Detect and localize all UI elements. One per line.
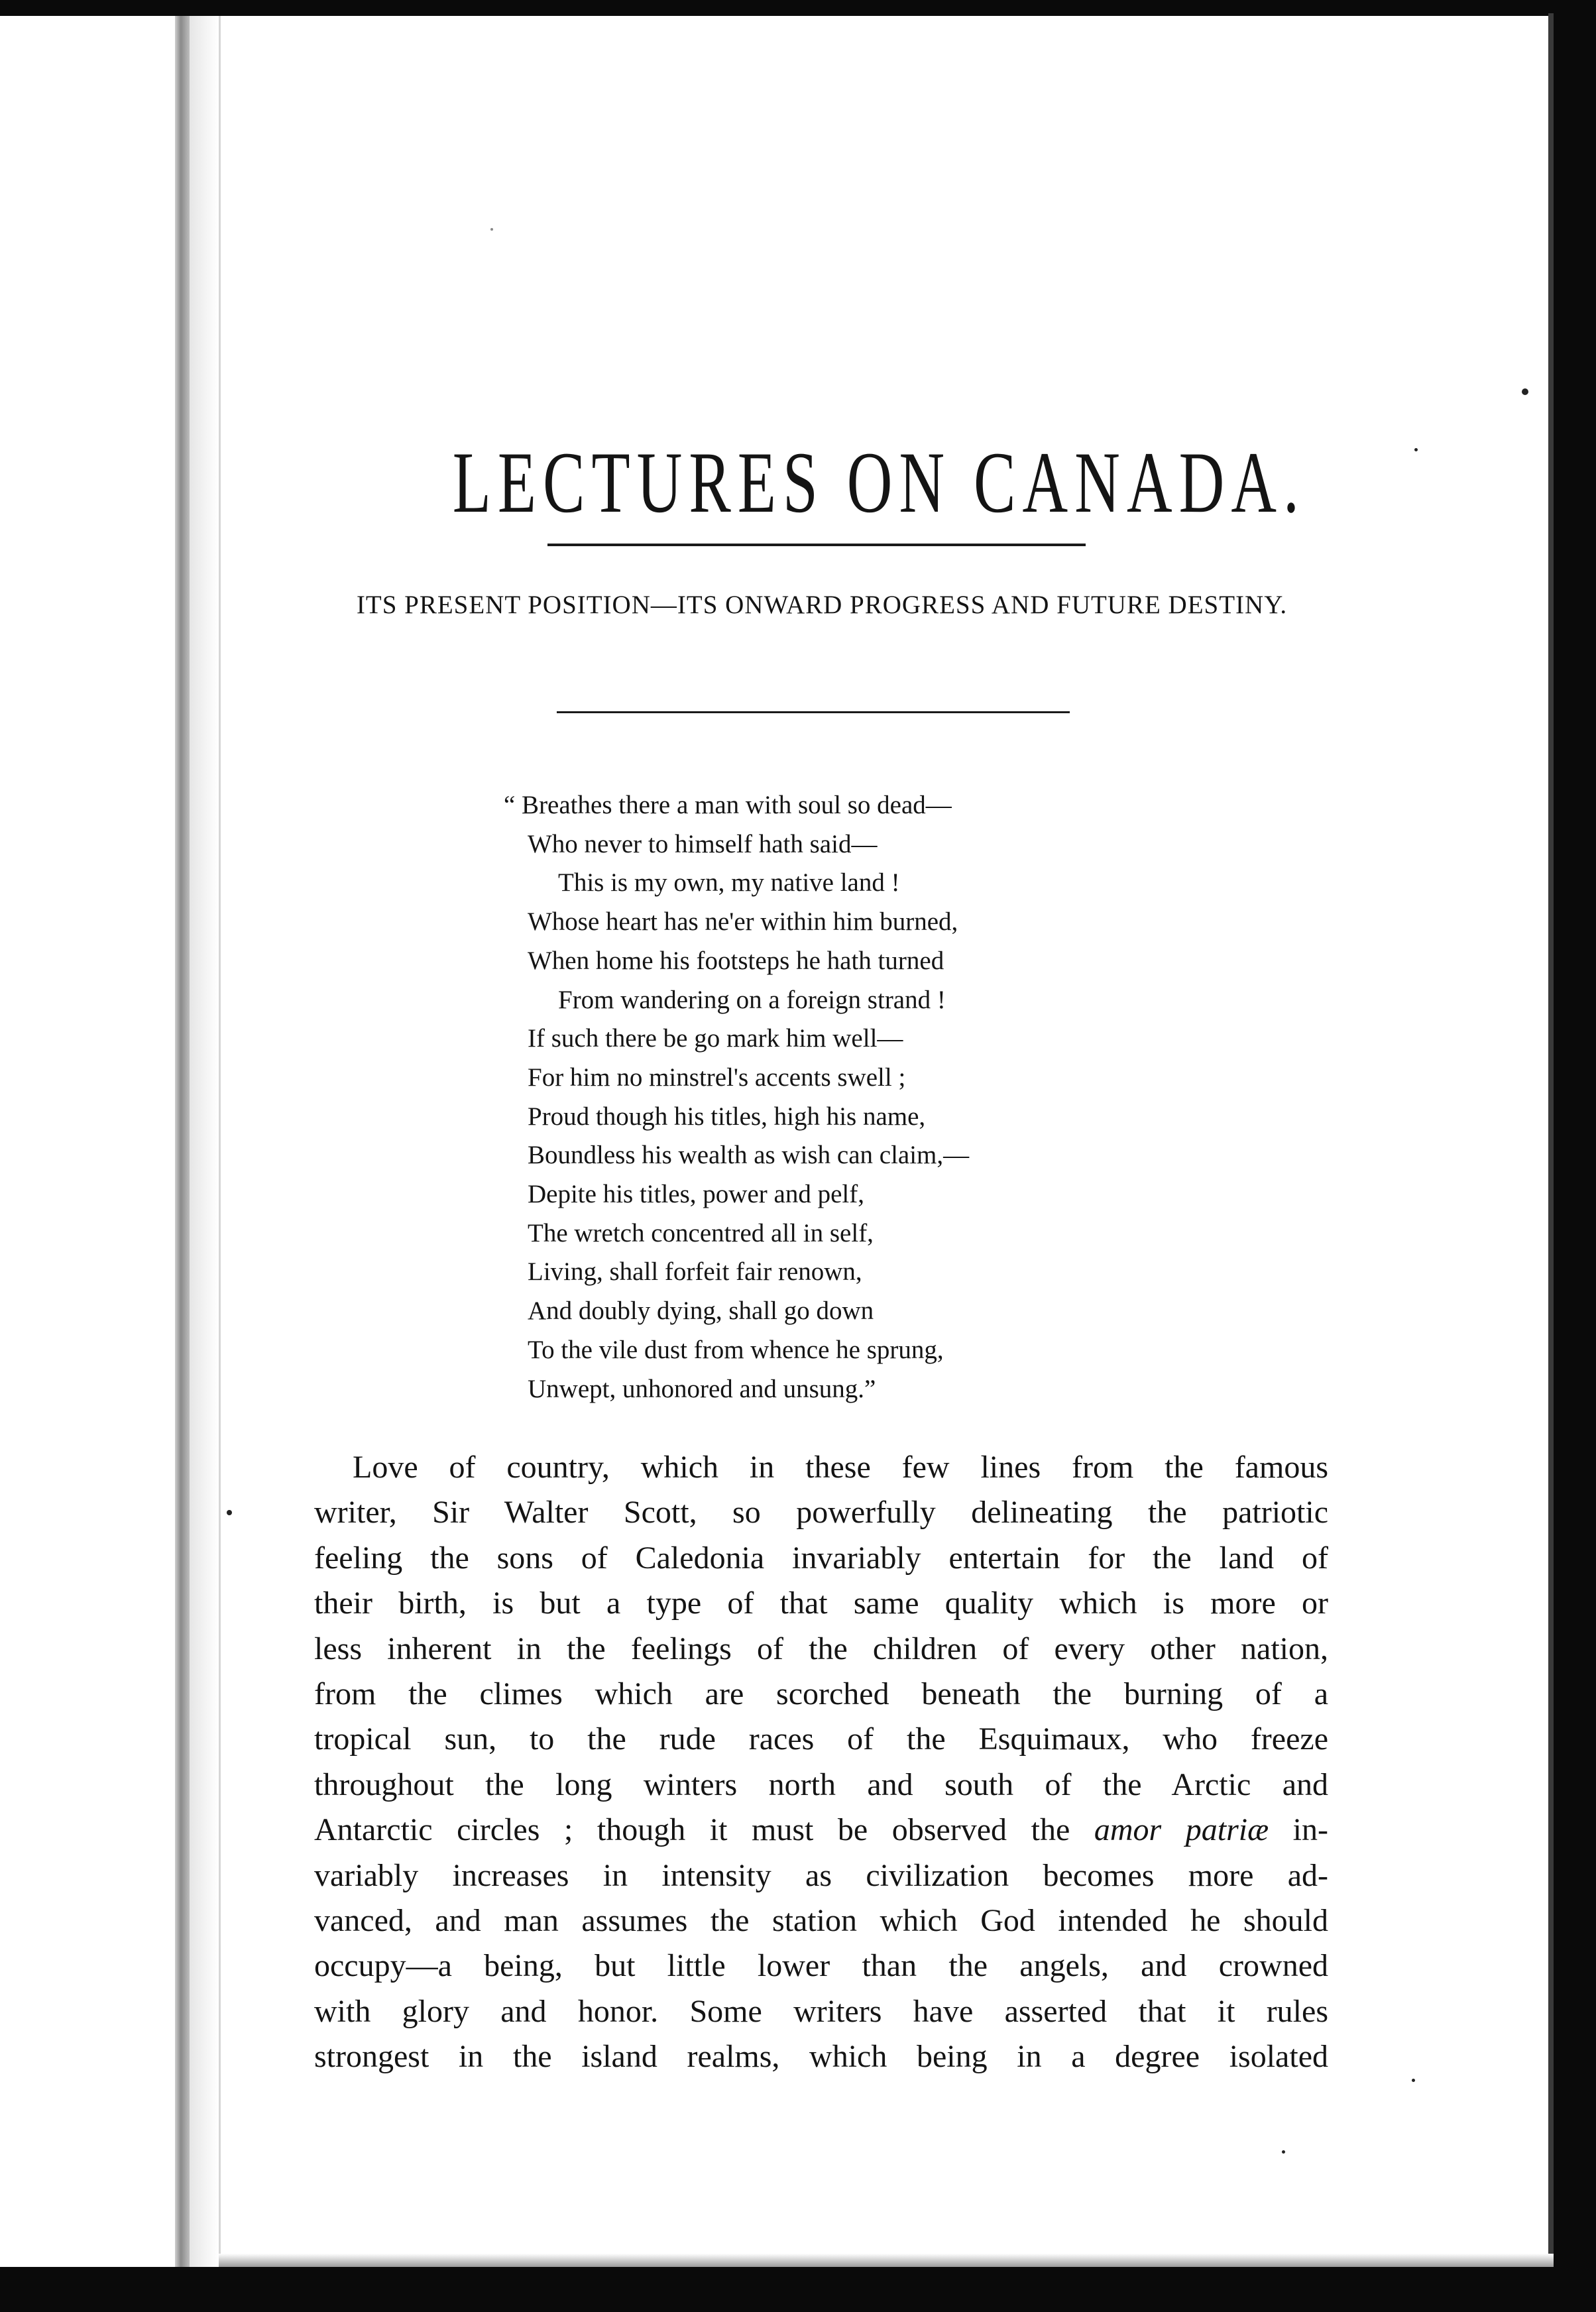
scan-speck — [1522, 388, 1528, 395]
paragraph-line: less inherent in the feelings of the children of every other nation, — [314, 1631, 1328, 1666]
poem-line: Living, shall forfeit fair renown, — [528, 1257, 862, 1287]
poem-line: For him no minstrel's accents swell ; — [528, 1063, 906, 1092]
poem-line: From wandering on a foreign strand ! — [558, 985, 946, 1014]
paragraph-line: throughout the long winters north and south of the Arctic and — [314, 1766, 1328, 1802]
poem-line: When home his footsteps he hath turned — [528, 946, 944, 975]
body-paragraph — [314, 1445, 1328, 2080]
poem-line: This is my own, my native land ! — [558, 868, 900, 897]
poem-quotation — [504, 786, 1167, 1409]
page-title: LECTURES ON CANADA. — [452, 434, 1306, 532]
paragraph-line: from the climes which are scorched beneath the burning of a — [314, 1676, 1328, 1712]
paragraph-line: their birth, is but a type of that same quality which is more or — [314, 1586, 1328, 1621]
paragraph-line: tropical sun, to the rude races of the Esquimaux, who freeze — [314, 1721, 1328, 1757]
latin-phrase: amor patriæ — [1094, 1812, 1269, 1848]
subtitle-rule — [557, 711, 1070, 713]
line-text: in- — [1269, 1812, 1328, 1848]
poem-line: Unwept, unhonored and unsung.” — [528, 1374, 876, 1403]
paragraph-line: vanced, and man assumes the station which God intended he should — [314, 1903, 1328, 1939]
poem-line: “ Breathes there a man with soul so dead— — [504, 791, 952, 819]
line-text: Antarctic circles ; though it must be observed the — [314, 1812, 1094, 1848]
scan-speck — [1282, 2150, 1285, 2154]
poem-line: Proud though his titles, high his name, — [528, 1102, 926, 1131]
page-subtitle: ITS PRESENT POSITION—ITS ONWARD PROGRESS AND FUTURE DESTINY. — [356, 591, 1288, 619]
poem-line: Depite his titles, power and pelf, — [528, 1180, 864, 1209]
poem-line: Who never to himself hath said— — [528, 829, 878, 858]
poem-line: To the vile dust from whence he sprung, — [528, 1335, 944, 1364]
scan-speck — [1414, 448, 1418, 451]
poem-line: Boundless his wealth as wish can claim,— — [528, 1141, 970, 1170]
paragraph-line: Love of country, which in these few lines from the famous — [353, 1450, 1328, 1485]
scan-speck — [1412, 2079, 1415, 2082]
paragraph-line: writer, Sir Walter Scott, so powerfully delineating the patriotic — [314, 1495, 1328, 1531]
scan-speck — [227, 1510, 232, 1515]
poem-line: The wretch concentred all in self, — [528, 1218, 874, 1247]
poem-line: And doubly dying, shall go down — [528, 1297, 874, 1326]
paragraph-line: variably increases in intensity as civilization becomes more ad- — [314, 1857, 1328, 1893]
poem-line: Whose heart has ne'er within him burned, — [528, 907, 958, 937]
paragraph-line: occupy—a being, but little lower than the angels, and crowned — [314, 1948, 1328, 1984]
title-rule — [547, 544, 1086, 546]
paragraph-line: with glory and honor. Some writers have asserted that it rules — [314, 1993, 1328, 2029]
scan-speck — [490, 228, 493, 231]
poem-line: If such there be go mark him well— — [528, 1024, 903, 1053]
paragraph-line — [314, 1808, 1328, 1853]
paragraph-line: feeling the sons of Caledonia invariably entertain for the land of — [314, 1540, 1328, 1576]
paragraph-line: strongest in the island realms, which being in a degree isolated — [314, 2039, 1328, 2075]
